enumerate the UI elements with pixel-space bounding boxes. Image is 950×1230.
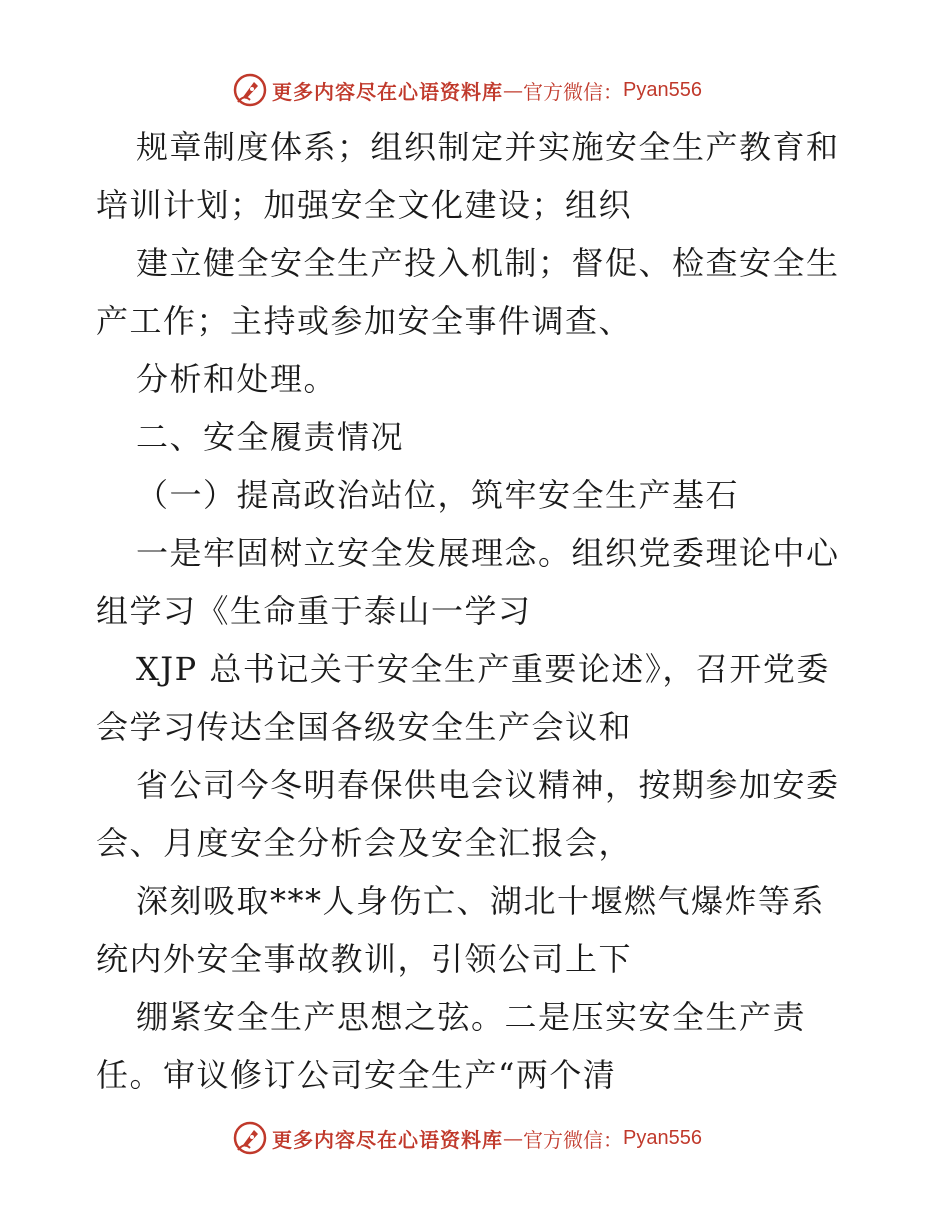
banner-separator: — xyxy=(503,78,523,102)
text-line: 深刻吸取***人身伤亡、湖北十堰燃气爆炸等系 xyxy=(136,882,826,920)
subsection-heading: （一）提高政治站位，筑牢安全生产基石 xyxy=(136,476,740,514)
text-line: 分析和处理。 xyxy=(136,360,338,398)
text-line: 组学习《生命重于泰山一学习 xyxy=(96,592,532,630)
banner-wechat-id: Pyan556 xyxy=(623,1126,702,1149)
text-line: 培训计划；加强安全文化建设；组织 xyxy=(96,186,633,224)
document-body xyxy=(0,118,950,1104)
text-line: 会、月度安全分析会及安全汇报会， xyxy=(96,824,633,862)
text-line: 产工作；主持或参加安全事件调查、 xyxy=(96,302,633,340)
text-line: XJP 总书记关于安全生产重要论述》，召开党委 xyxy=(136,650,830,688)
text-line: 绷紧安全生产思想之弦。二是压实安全生产责 xyxy=(136,998,807,1036)
banner-main-text: 更多内容尽在心语资料库 xyxy=(272,79,503,104)
banner-wechat-id: Pyan556 xyxy=(623,78,702,101)
banner-label: 官方微信： xyxy=(523,79,623,104)
text-line: 建立健全安全生产投入机制；督促、检查安全生 xyxy=(136,244,840,282)
pen-nib-logo-icon xyxy=(232,1120,268,1156)
section-heading: 二、安全履责情况 xyxy=(136,418,405,456)
text-line: 规章制度体系；组织制定并实施安全生产教育和 xyxy=(136,128,840,166)
text-line: 省公司今冬明春保供电会议精神，按期参加安委 xyxy=(136,766,840,804)
banner-main-text: 更多内容尽在心语资料库 xyxy=(272,1127,503,1152)
header-banner xyxy=(232,70,702,110)
banner-separator: — xyxy=(503,1126,523,1150)
banner-label: 官方微信： xyxy=(523,1127,623,1152)
pen-nib-logo-icon xyxy=(232,72,268,108)
text-line: 统内外安全事故教训，引领公司上下 xyxy=(96,940,633,978)
text-line: 一是牢固树立安全发展理念。组织党委理论中心 xyxy=(136,534,840,572)
footer-banner xyxy=(232,1118,702,1158)
text-line: 会学习传达全国各级安全生产会议和 xyxy=(96,708,633,746)
text-line: 任。审议修订公司安全生产“两个清 xyxy=(96,1056,617,1094)
